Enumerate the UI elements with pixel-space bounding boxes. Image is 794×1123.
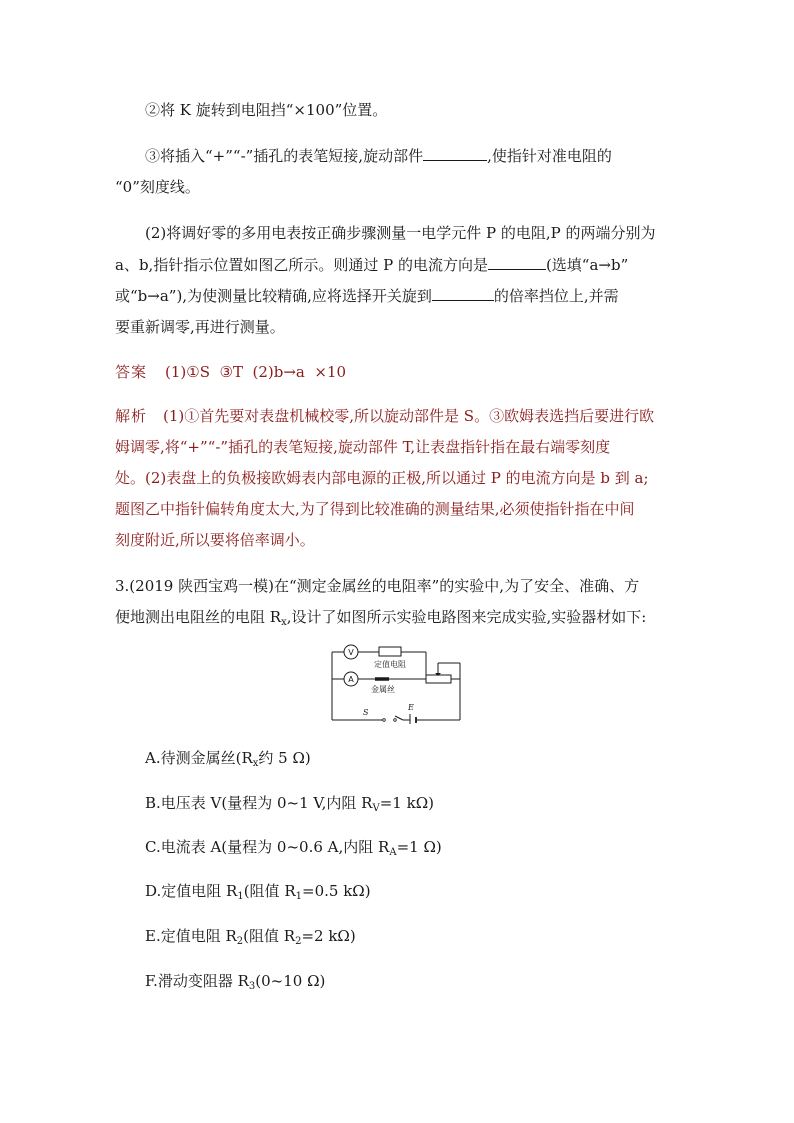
answer-text: (1)①S ③T (2)b→a ×10 — [165, 363, 347, 381]
q3-text-a: 便地测出电阻丝的电阻 R — [115, 608, 282, 626]
step-2-text: ②将 K 旋转到电阻挡“×100”位置。 — [145, 101, 388, 119]
analysis-line-1 — [115, 406, 654, 426]
part-2-line-4: 要重新调零,再进行测量。 — [115, 318, 285, 336]
q3-text-b: ,设计了如图所示实验电路图来完成实验,实验器材如下: — [286, 608, 647, 626]
option-b-text-2: =1 kΩ) — [379, 794, 434, 812]
part-2-text-a: a、b,指针指示位置如图乙所示。则通过 P 的电流方向是 — [115, 256, 488, 274]
option-a-text: A.待测金属丝(R — [145, 749, 253, 767]
option-a — [145, 748, 311, 768]
option-b-sub: V — [372, 803, 380, 814]
fixed-resistor-label: 定值电阻 — [374, 660, 406, 669]
step-3-text-a: ③将插入“+”“-”插孔的表笔短接,旋动部件 — [145, 147, 424, 165]
option-f-text: F.滑动变阻器 R — [145, 972, 249, 990]
analysis-label: 解析 — [115, 407, 148, 425]
option-e-text-2: (阻值 R — [243, 927, 296, 945]
ammeter-label: A — [348, 675, 354, 684]
answer-blank-1 — [423, 146, 487, 161]
option-d — [145, 881, 371, 901]
q3-line-1: 3.(2019 陕西宝鸡一模)在“测定金属丝的电阻率”的实验中,为了安全、准确、方 — [115, 577, 640, 595]
q3-line-2 — [115, 607, 646, 627]
option-c — [145, 837, 442, 857]
analysis-line-3: 处。(2)表盘上的负极接欧姆表内部电源的正极,所以通过 P 的电流方向是 b 到 a; — [115, 469, 649, 487]
option-a-text-2: 约 5 Ω) — [258, 749, 311, 767]
step-3-line-1 — [145, 146, 612, 166]
metal-wire-label: 金属丝 — [371, 685, 395, 694]
answer-blank-3 — [432, 286, 494, 301]
fixed-resistor-box — [379, 647, 401, 656]
circuit-diagram — [330, 642, 464, 724]
option-f-text-2: (0~10 Ω) — [255, 972, 326, 990]
option-b-text: B.电压表 V(量程为 0~1 V,内阻 R — [145, 794, 373, 812]
option-a-sub: x — [252, 758, 259, 769]
option-d-text-3: =0.5 kΩ) — [302, 882, 371, 900]
analysis-line-2: 姆调零,将“+”“-”插孔的表笔短接,旋动部件 T,让表盘指针指在最右端零刻度 — [115, 438, 611, 456]
option-e — [145, 926, 356, 946]
option-e-sub-2: 2 — [295, 936, 302, 947]
option-d-text: D.定值电阻 R — [145, 882, 238, 900]
option-d-sub-1: 1 — [237, 891, 244, 902]
option-e-text-3: =2 kΩ) — [301, 927, 356, 945]
option-c-text-2: =1 Ω) — [396, 838, 442, 856]
q3-sub-x: x — [281, 617, 287, 628]
step-3-text-b: ,使指针对准电阻的 — [487, 147, 612, 165]
part-2-line-1: (2)将调好零的多用电表按正确步骤测量一电学元件 P 的电阻,P 的两端分别为 — [145, 224, 656, 242]
option-c-sub: A — [389, 847, 397, 858]
step-3-line-2: “0”刻度线。 — [115, 178, 200, 196]
switch-label: S — [363, 708, 369, 717]
answer-line — [115, 362, 346, 382]
answer-blank-2 — [488, 255, 546, 270]
option-f-sub: 3 — [248, 981, 256, 992]
option-f — [145, 971, 325, 991]
analysis-line-4: 题图乙中指针偏转角度太大,为了得到比较准确的测量结果,必须使指针指在中间 — [115, 500, 635, 518]
analysis-line-5: 刻度附近,所以要将倍率调小。 — [115, 531, 315, 549]
part-2-line-2 — [115, 255, 628, 275]
part-2-text-b: (选填“a→b” — [545, 256, 629, 274]
voltmeter-label: V — [348, 648, 354, 657]
option-e-text: E.定值电阻 R — [145, 927, 237, 945]
part-2-line-3 — [115, 286, 619, 306]
option-e-sub-1: 2 — [236, 936, 244, 947]
option-c-text: C.电流表 A(量程为 0~0.6 A,内阻 R — [145, 838, 390, 856]
answer-label: 答案 — [115, 363, 148, 381]
option-d-text-2: (阻值 R — [243, 882, 296, 900]
part-2-text-c: 或“b→a”),为使测量比较精确,应将选择开关旋到 — [115, 287, 432, 305]
option-b — [145, 793, 434, 813]
analysis-text-1: (1)①首先要对表盘机械校零,所以旋动部件是 S。③欧姆表选挡后要进行欧 — [163, 407, 655, 425]
part-2-text-d: 的倍率挡位上,并需 — [493, 287, 619, 305]
option-d-sub-2: 1 — [295, 891, 302, 902]
rheostat-box — [426, 675, 451, 683]
battery-label: E — [408, 703, 414, 712]
